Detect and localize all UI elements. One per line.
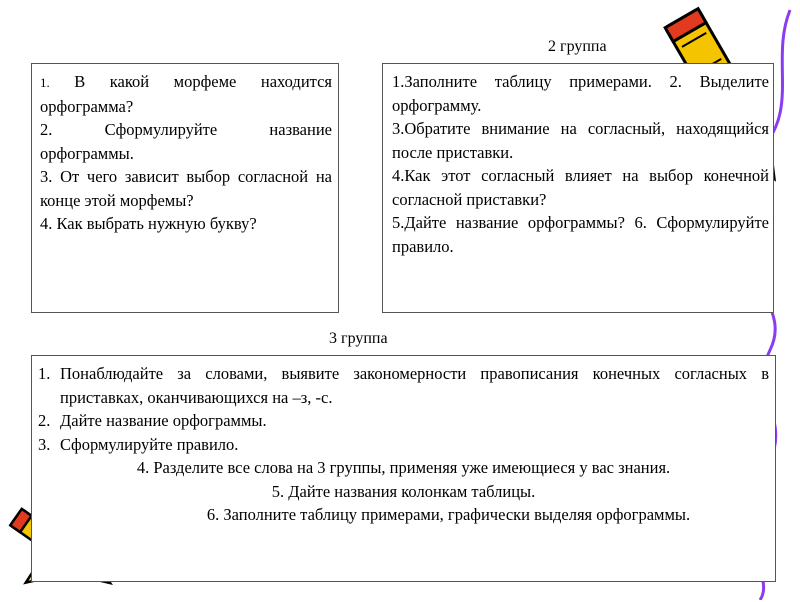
list-item: 1. Понаблюдайте за словами, выявите закономерности правописания конечных согласных в приставках, оканчивающихся на –з, -с.: [38, 364, 769, 407]
task-line: 6. Заполните таблицу примерами, графически выделяя орфограммы.: [206, 505, 691, 524]
task-line: 2. Сформулируйте название орфограммы.: [40, 120, 332, 163]
task-line: 1. В какой морфеме находится орфограмма?: [40, 72, 332, 116]
group3-heading: 3 группа: [329, 330, 388, 347]
group2-task-box: [382, 63, 774, 313]
group3-task-box: [31, 355, 776, 582]
task-line: 5. Дайте названия колонкам таблицы.: [271, 481, 536, 501]
task-line: 3. От чего зависит выбор согласной на конце этой морфемы?: [40, 167, 332, 210]
list-item: 3. Сформулируйте правило.: [38, 434, 239, 454]
task-list: [38, 362, 769, 456]
group1-task-box: [31, 63, 339, 313]
list-item: 2. Дайте название орфограммы.: [38, 411, 267, 430]
task-line: 4. Разделите все слова на 3 группы, применяя уже имеющиеся у вас знания.: [136, 458, 671, 477]
task-line: 4.Как этот согласный влияет на выбор конечной согласной приставки?: [392, 166, 769, 209]
group2-heading: 2 группа: [548, 38, 607, 55]
task-line: 5.Дайте название орфограммы? 6. Сформулируйте правило.: [392, 213, 769, 256]
task-line: 4. Как выбрать нужную букву?: [40, 214, 257, 233]
task-line: 1.Заполните таблицу примерами. 2. Выделите орфограмму.: [392, 72, 769, 115]
task-line: 3.Обратите внимание на согласный, находящийся после приставки.: [392, 119, 769, 162]
